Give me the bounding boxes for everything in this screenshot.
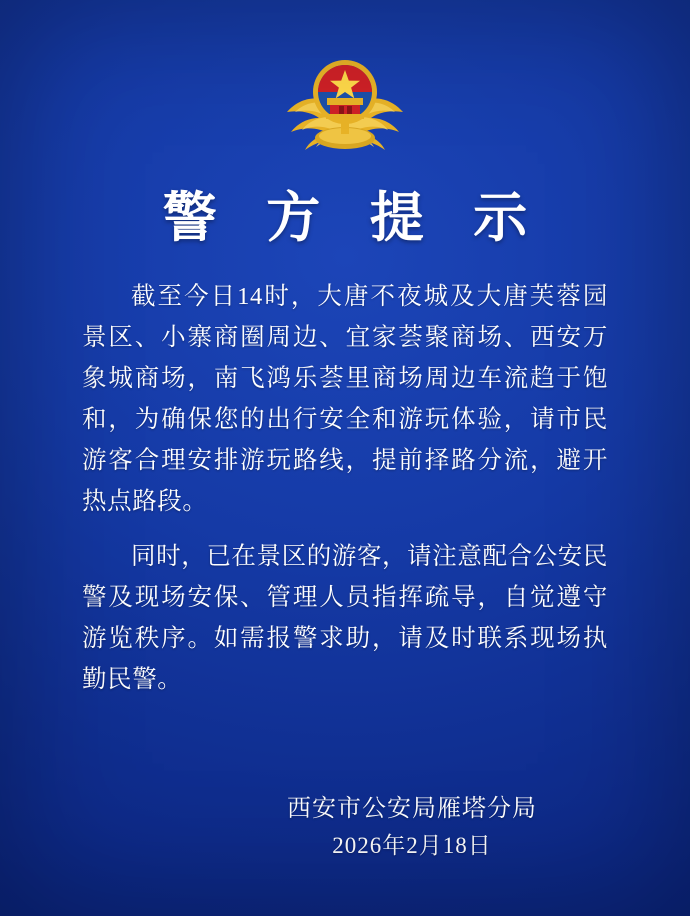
notice-body [82, 276, 608, 714]
signature-block [262, 790, 562, 864]
issue-date: 2026年2月18日 [332, 833, 492, 858]
emblem-container [0, 52, 690, 160]
notice-paragraph-2: 同时，已在景区的游客，请注意配合公安民警及现场安保、管理人员指挥疏导，自觉遵守游览秩序。如需报警求助，请及时联系现场执勤民警。 [82, 543, 608, 693]
page-title: 警 方 提 示 [162, 188, 546, 248]
issuing-organization: 西安市公安局雁塔分局 [287, 796, 537, 822]
china-police-badge-icon [283, 52, 407, 160]
notice-paragraph-1: 截至今日14时，大唐不夜城及大唐芙蓉园景区、小寨商圈周边、宜家荟聚商场、西安万象城商场，南飞鸿乐荟里商场周边车流趋于饱和，为确保您的出行安全和游玩体验，请市民游客合理安排游玩路线，提前择路分流，避开热点路段。 [82, 283, 608, 515]
